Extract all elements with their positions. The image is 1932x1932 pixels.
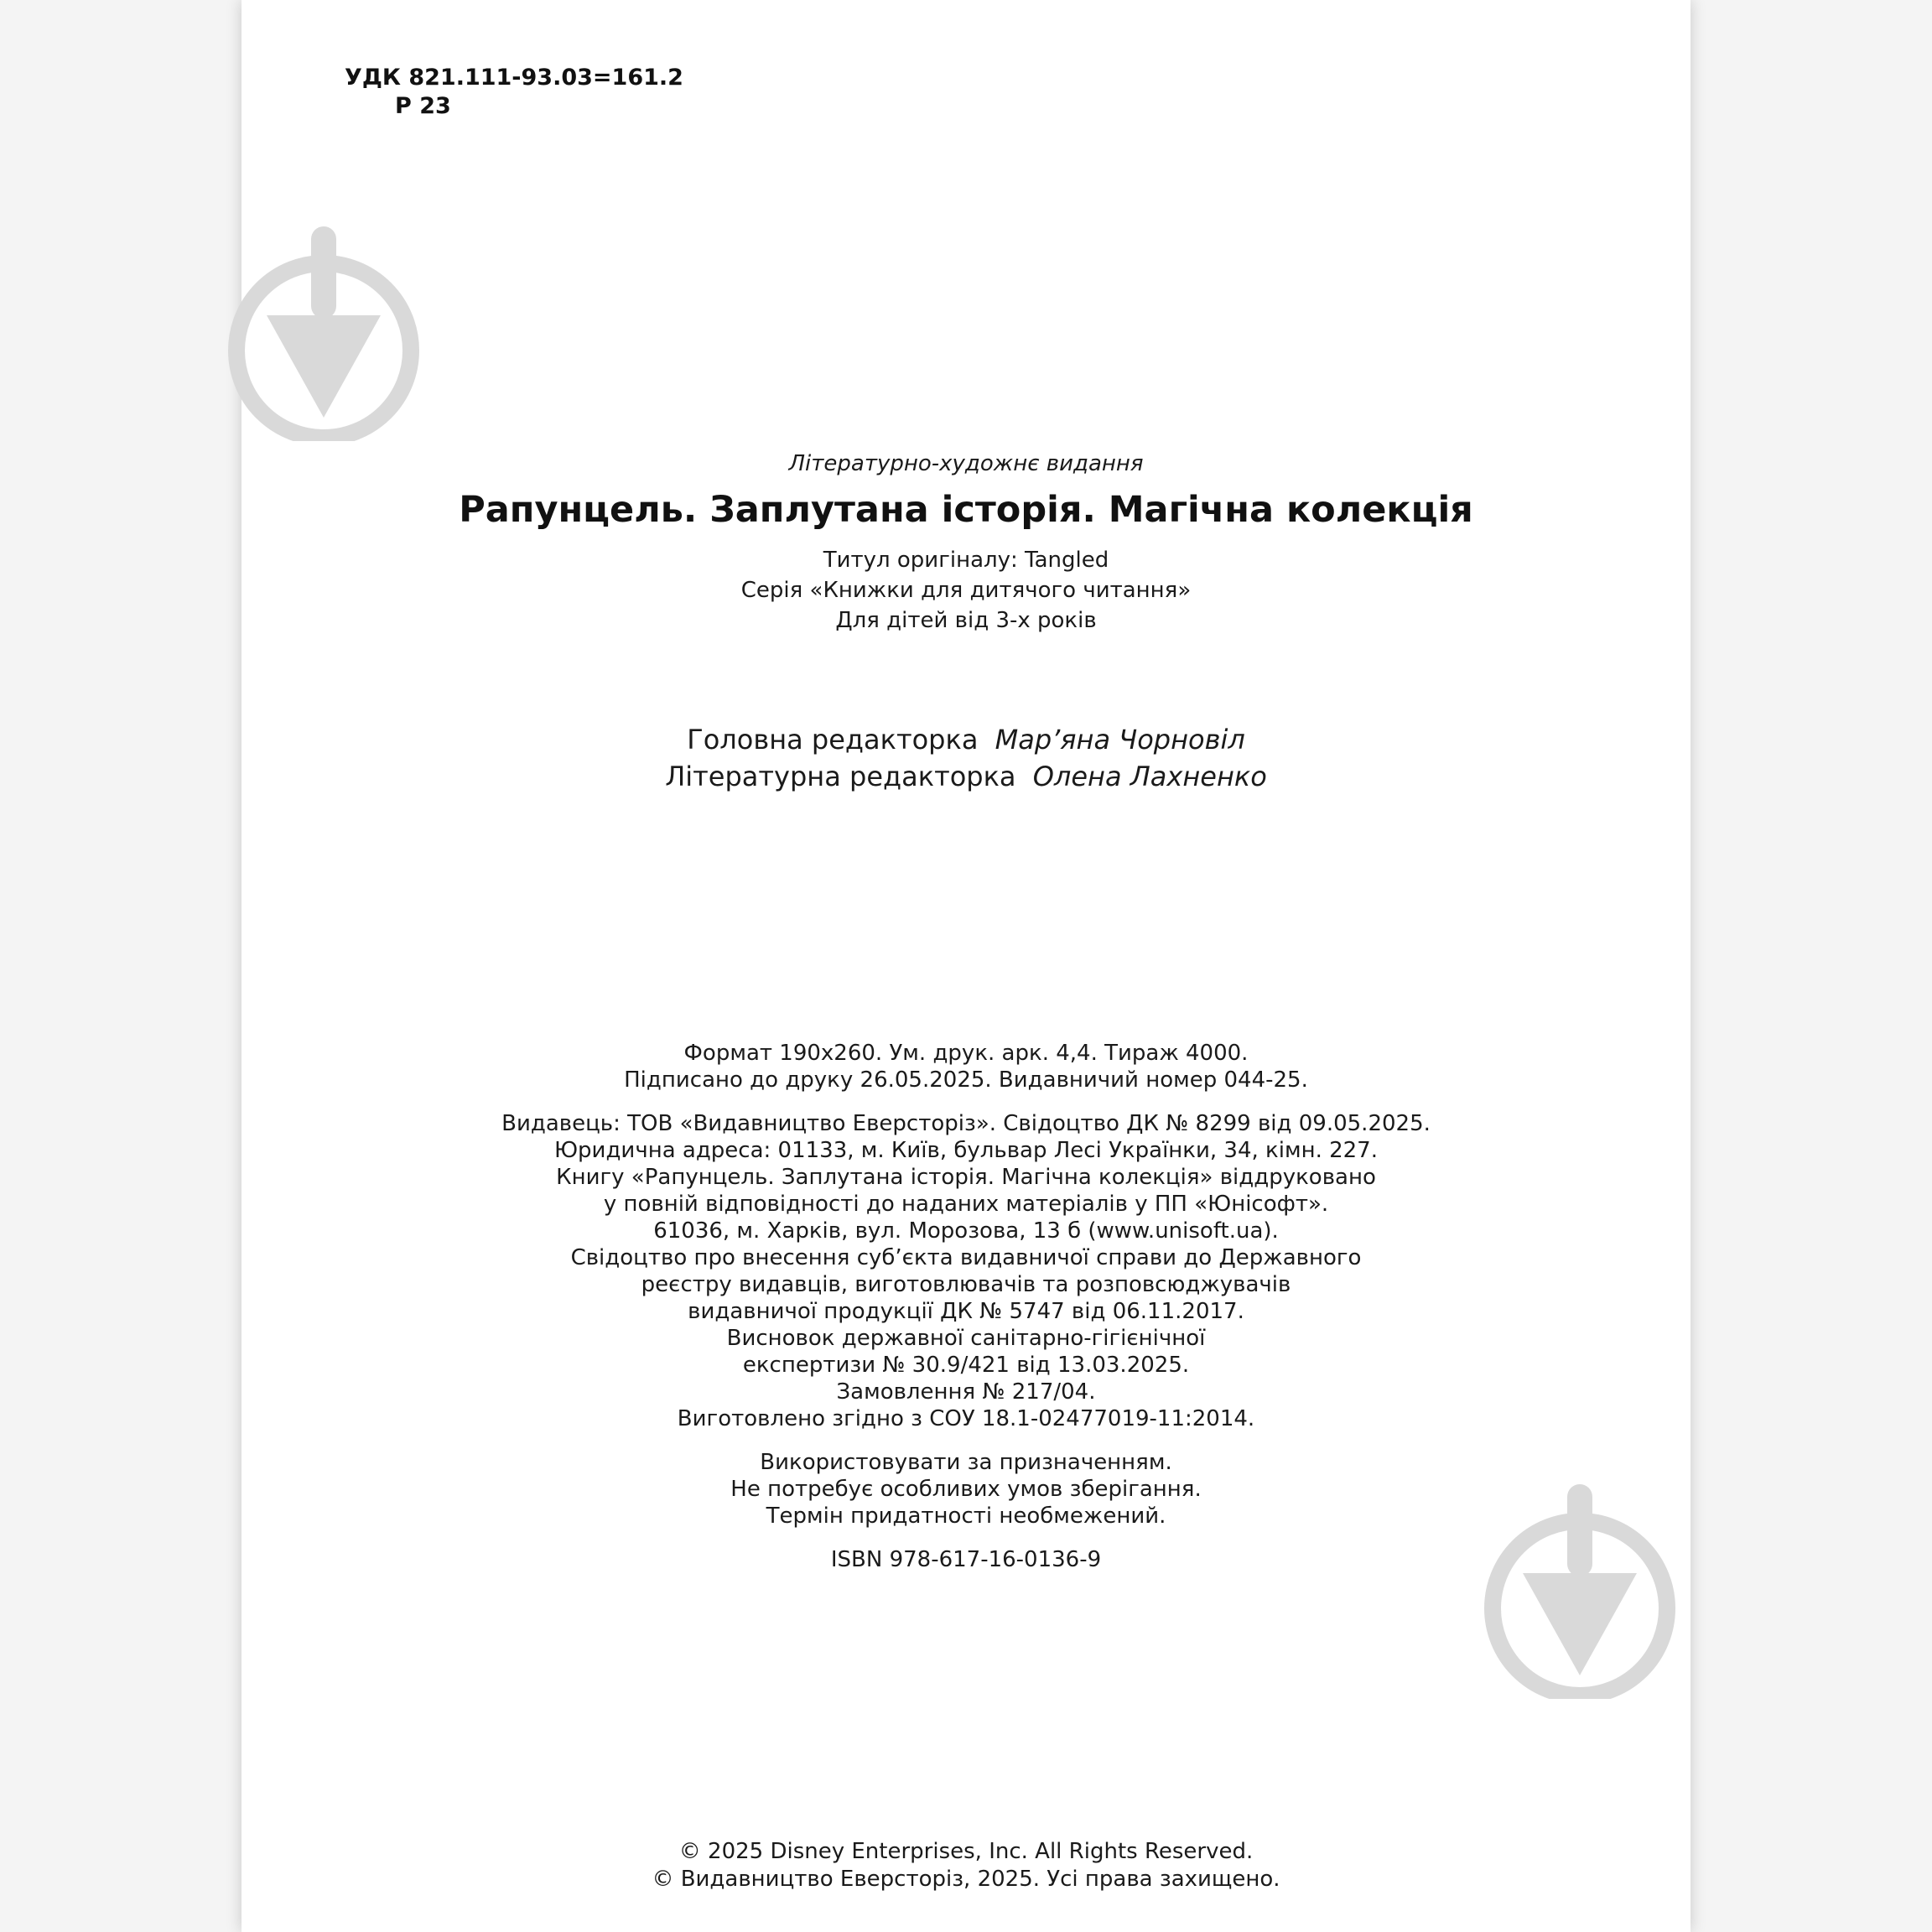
copyright-publisher: © Видавництво Еверсторіз, 2025. Усі права захищено. (652, 1867, 1280, 1892)
udk-block (345, 64, 683, 121)
publisher-line: реєстру видавців, виготовлювачів та розповсюджувачів (641, 1272, 1291, 1297)
publisher-line: видавничої продукції ДК № 5747 від 06.11.2017. (688, 1299, 1244, 1324)
editor-role: Літературна редакторка (665, 761, 1016, 792)
publisher-line: Свідоцтво про внесення суб’єкта видавничої справи до Державного (570, 1245, 1362, 1270)
publisher-line: Книгу «Рапунцель. Заплутана історія. Магічна колекція» віддруковано (556, 1165, 1376, 1190)
editor-role: Головна редакторка (687, 724, 979, 756)
usage-line: Термін придатності необмежений. (766, 1504, 1166, 1529)
publisher-line: Юридична адреса: 01133, м. Київ, бульвар Лесі Українки, 34, кімн. 227. (553, 1138, 1378, 1163)
download-watermark-icon (225, 223, 423, 441)
publisher-line: 61036, м. Харків, вул. Морозова, 13 б (www.unisoft.ua). (653, 1218, 1279, 1244)
age-rating: Для дітей від 3-х років (835, 608, 1097, 633)
publisher-line: Видавець: ТОВ «Видавництво Еверсторіз». Свідоцтво ДК № 8299 від 09.05.2025. (501, 1111, 1431, 1136)
usage-line: Не потребує особливих умов зберігання. (730, 1477, 1202, 1502)
format-line: Формат 190x260. Ум. друк. арк. 4,4. Тираж 4000. (683, 1041, 1249, 1066)
udk-code: УДК 821.111-93.03=161.2 (345, 65, 683, 91)
original-title: Титул оригіналу: Tangled (823, 548, 1109, 573)
signed-line: Підписано до друку 26.05.2025. Видавничий номер 044-25. (624, 1067, 1308, 1093)
book-title: Рапунцель. Заплутана історія. Магічна колекція (459, 489, 1473, 531)
editor-name: Мар’яна Чорновіл (995, 724, 1245, 756)
publisher-line: Виготовлено згідно з СОУ 18.1-02477019-11:2014. (677, 1406, 1255, 1431)
publisher-line: Замовлення № 217/04. (836, 1379, 1096, 1405)
imprint-block (242, 1040, 1690, 1573)
book-meta (242, 545, 1690, 636)
literary-editor-row (242, 758, 1690, 795)
publisher-line: Висновок державної санітарно-гігієнічної (726, 1326, 1206, 1351)
editor-name: Олена Лахненко (1032, 761, 1267, 792)
publisher-line: експертизи № 30.9/421 від 13.03.2025. (742, 1353, 1190, 1378)
genre-label: Літературно-художнє видання (788, 451, 1144, 476)
editors-block (242, 721, 1690, 795)
usage-line: Використовувати за призначенням. (760, 1450, 1172, 1475)
book-page (242, 0, 1690, 1932)
isbn: ISBN 978-617-16-0136-9 (830, 1547, 1102, 1572)
copyright-block (242, 1838, 1690, 1893)
author-mark: Р 23 (395, 93, 451, 119)
copyright-disney: © 2025 Disney Enterprises, Inc. All Rights Reserved. (678, 1839, 1254, 1864)
series-name: Серія «Книжки для дитячого читання» (740, 578, 1192, 603)
chief-editor-row (242, 721, 1690, 758)
publisher-line: у повній відповідності до наданих матеріалів у ПП «Юнісофт». (603, 1192, 1329, 1217)
